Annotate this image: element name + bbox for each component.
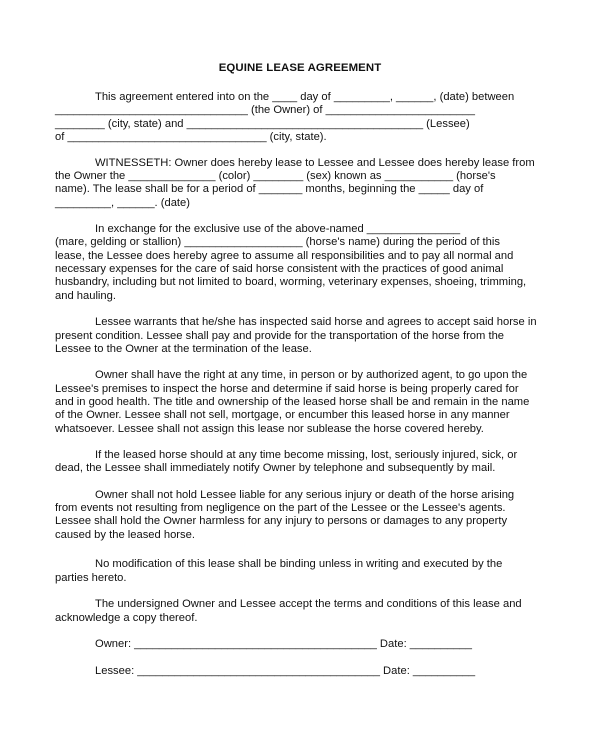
intro-line-4: of ________________________________ (city, state).	[55, 131, 327, 143]
liable-line-1: Owner shall not hold Lessee liable for any serious injury or death of the horse arising	[95, 489, 515, 501]
owner-signature-line: Owner: _______________________________________ Date: __________	[95, 638, 472, 650]
liable-line-4: caused by the leased horse.	[55, 529, 195, 541]
exchange-line-5: husbandry, including but not limited to board, worming, veterinary expenses, shoeing, trimming,	[55, 276, 527, 288]
modification-line-2: parties hereto.	[55, 572, 127, 584]
liable-line-2: from events not resulting from negligence on the part of the Lessee or the Lessee's agents.	[55, 502, 506, 514]
missing-line-2: dead, the Lessee shall immediately notify Owner by telephone and subsequently by mail.	[55, 462, 496, 474]
witnesseth-line-4: _________, ______. (date)	[55, 197, 190, 209]
modification-line-1: No modification of this lease shall be binding unless in writing and executed by the	[95, 558, 503, 570]
right-line-1: Owner shall have the right at any time, in person or by authorized agent, to go upon the	[95, 369, 528, 381]
liable-line-3: Lessee shall hold the Owner harmless for any injury to persons or damages to any property	[55, 515, 508, 527]
witnesseth-line-2: the Owner the ______________ (color) ________ (sex) known as ___________ (horse's	[55, 170, 496, 182]
warrants-line-3: Lessee to the Owner at the termination of the lease.	[55, 343, 312, 355]
witnesseth-line-1: WITNESSETH: Owner does hereby lease to Lessee and Lessee does hereby lease from	[95, 157, 535, 169]
intro-line-3: ________ (city, state) and ______________________________________ (Lessee)	[55, 118, 470, 130]
document-title: EQUINE LEASE AGREEMENT	[218, 62, 382, 74]
exchange-line-6: and hauling.	[55, 290, 116, 302]
warrants-line-1: Lessee warrants that he/she has inspected said horse and agrees to accept said horse in	[95, 316, 537, 328]
missing-line-1: If the leased horse should at any time become missing, lost, seriously injured, sick, or	[95, 449, 518, 461]
intro-line-2: _______________________________ (the Owner) of ________________________	[55, 104, 475, 116]
right-line-5: whatsoever. Lessee shall not assign this lease nor sublease the horse covered hereby.	[55, 423, 484, 435]
exchange-line-4: necessary expenses for the care of said horse consistent with the practices of good animal	[55, 263, 504, 275]
exchange-line-1: In exchange for the exclusive use of the above-named _______________	[95, 223, 461, 235]
right-line-2: Lessee's premises to inspect the horse and determine if said horse is being properly cared for	[55, 383, 519, 395]
lessee-signature-line: Lessee: _______________________________________ Date: __________	[95, 665, 476, 677]
warrants-line-2: present condition. Lessee shall pay and provide for the transportation of the horse from the	[55, 330, 505, 342]
exchange-line-3: lease, the Lessee does hereby agree to assume all responsibilities and to pay all normal and	[55, 250, 514, 262]
right-line-4: of the Owner. Lessee shall not sell, mortgage, or encumber this leased horse in any manner	[55, 409, 510, 421]
exchange-line-2: (mare, gelding or stallion) ___________________ (horse's name) during the period of this	[55, 236, 500, 248]
intro-line-1: This agreement entered into on the ____ day of _________, ______, (date) between	[95, 91, 515, 103]
accept-line-1: The undersigned Owner and Lessee accept the terms and conditions of this lease and	[95, 598, 522, 610]
right-line-3: and in good health. The title and ownership of the leased horse shall be and remain in the name	[55, 396, 530, 408]
accept-line-2: acknowledge a copy thereof.	[55, 612, 198, 624]
witnesseth-line-3: name). The lease shall be for a period of _______ months, beginning the _____ day of	[55, 183, 484, 195]
